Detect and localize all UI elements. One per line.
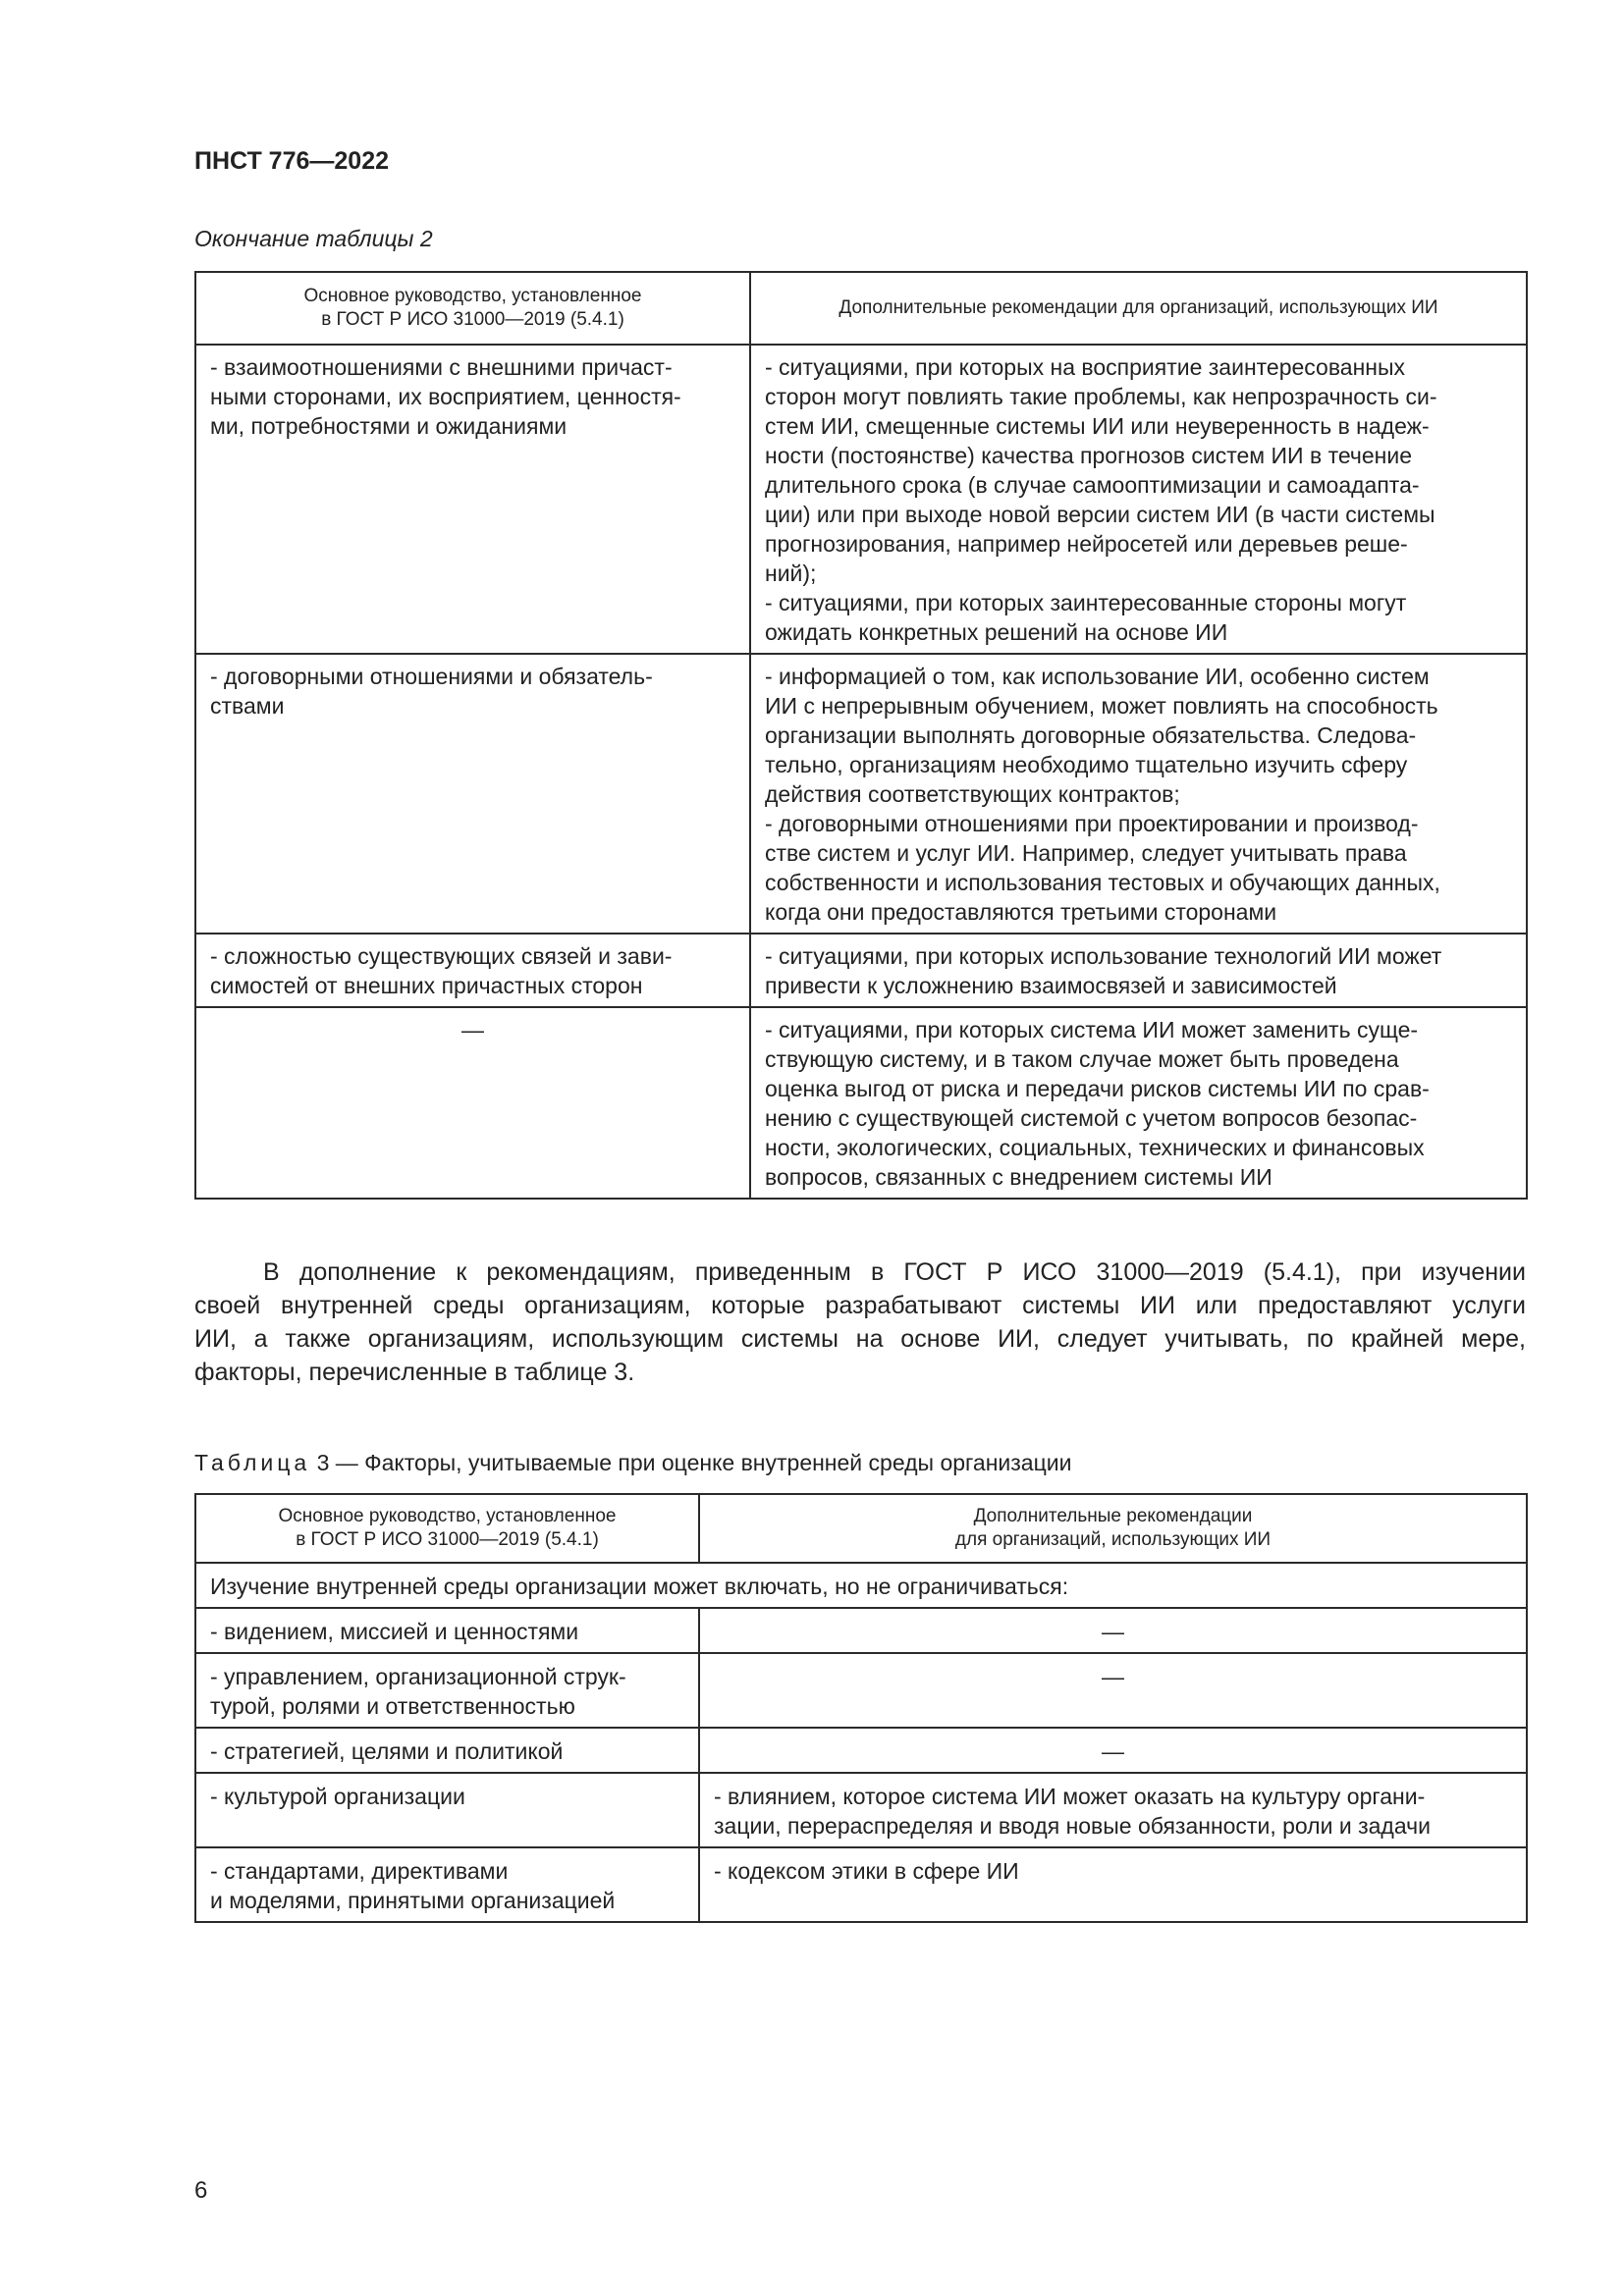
cell-dash: — — [461, 1017, 484, 1042]
table3-row2-right — [699, 1653, 1527, 1728]
cell-line: турой, ролями и ответственностью — [210, 1693, 575, 1719]
cell-line: симостей от внешних причастных сторон — [210, 973, 643, 998]
table-row — [195, 654, 1527, 934]
cell-line: ции) или при выходе новой версии систем ИИ (в части системы — [765, 502, 1435, 527]
table-row — [195, 1847, 1527, 1922]
cell-line: сторон могут повлиять такие проблемы, как непрозрачность си- — [765, 384, 1437, 409]
table3-row1-left — [195, 1608, 699, 1653]
cell-line: оценка выгод от риска и передачи рисков системы ИИ по срав- — [765, 1076, 1430, 1101]
table-header-row — [195, 1494, 1527, 1563]
cell-dash: — — [1102, 1664, 1124, 1689]
header-line: для организаций, использующих ИИ — [954, 1529, 1272, 1550]
cell-line: прогнозирования, например нейросетей или деревьев реше- — [765, 531, 1408, 557]
header-line: Дополнительные рекомендации для организаций, использующих ИИ — [839, 297, 1438, 318]
cell-line: ности (постоянстве) качества прогнозов систем ИИ в течение — [765, 443, 1412, 468]
table-row — [195, 1773, 1527, 1847]
table2-header-col1 — [195, 272, 750, 345]
table2-header-col2 — [750, 272, 1527, 345]
paragraph-line: ИИ, а также организациям, использующим системы на основе ИИ, следует учитывать, по крайней мере, — [194, 1325, 1526, 1353]
header-line: Дополнительные рекомендации — [973, 1506, 1253, 1526]
header-line: в ГОСТ Р ИСО 31000—2019 (5.4.1) — [296, 1529, 599, 1550]
table2-caption: Окончание таблицы 2 — [194, 226, 433, 251]
body-paragraph — [194, 1255, 1526, 1389]
table2-row2-left — [195, 654, 750, 934]
cell-line: - видением, миссией и ценностями — [210, 1619, 579, 1644]
cell-line: ствами — [210, 693, 285, 719]
cell-line: - сложностью существующих связей и зави- — [210, 943, 673, 969]
cell-line: ИИ с непрерывным обучением, может повлиять на способность — [765, 693, 1438, 719]
table-span-row — [195, 1563, 1527, 1608]
cell-line: - взаимоотношениями с внешними причаст- — [210, 354, 673, 380]
cell-line: стве систем и услуг ИИ. Например, следует учитывать права — [765, 840, 1407, 866]
cell-line: - стандартами, директивами — [210, 1858, 509, 1884]
cell-line: ний); — [765, 561, 817, 586]
table2-row1-right — [750, 345, 1527, 654]
cell-line: зации, перераспределяя и вводя новые обязанности, роли и задачи — [714, 1813, 1431, 1839]
table-row — [195, 1653, 1527, 1728]
cell-line: - договорными отношениями и обязатель- — [210, 664, 653, 689]
table3-span-cell: Изучение внутренней среды организации может включать, но не ограничиваться: — [195, 1563, 1527, 1608]
header-line: Основное руководство, установленное — [278, 1506, 617, 1526]
cell-line: нению с существующей системой с учетом вопросов безопас- — [765, 1105, 1418, 1131]
table3-row5-left — [195, 1847, 699, 1922]
table3-header-col1 — [195, 1494, 699, 1563]
cell-line: - ситуациями, при которых на восприятие заинтересованных — [765, 354, 1406, 380]
cell-line: - управлением, организационной струк- — [210, 1664, 626, 1689]
cell-dash: — — [1102, 1738, 1124, 1764]
table2-row4-left — [195, 1007, 750, 1199]
table-row — [195, 345, 1527, 654]
table3-row2-left — [195, 1653, 699, 1728]
cell-line: собственности и использования тестовых и обучающих данных, — [765, 870, 1440, 895]
cell-line: организации выполнять договорные обязательства. Следова- — [765, 722, 1417, 748]
header-line: в ГОСТ Р ИСО 31000—2019 (5.4.1) — [321, 309, 624, 330]
table3-row3-left — [195, 1728, 699, 1773]
table-row — [195, 1608, 1527, 1653]
table-header-row — [195, 272, 1527, 345]
table-row — [195, 1007, 1527, 1199]
table3-row5-right — [699, 1847, 1527, 1922]
table2-row1-left — [195, 345, 750, 654]
table3-row3-right — [699, 1728, 1527, 1773]
header-line: Основное руководство, установленное — [303, 286, 642, 306]
table3-row4-right — [699, 1773, 1527, 1847]
table-row — [195, 1728, 1527, 1773]
table3-caption — [194, 1450, 1071, 1476]
cell-line: ствующую систему, и в таком случае может быть проведена — [765, 1046, 1399, 1072]
document-id: ПНСТ 776—2022 — [194, 147, 389, 175]
cell-line: ми, потребностями и ожиданиями — [210, 413, 568, 439]
table2-row3-left — [195, 934, 750, 1007]
table3-header-col2 — [699, 1494, 1527, 1563]
table2-row4-right — [750, 1007, 1527, 1199]
cell-line: привести к усложнению взаимосвязей и зависимостей — [765, 973, 1337, 998]
cell-line: - культурой организации — [210, 1784, 465, 1809]
paragraph-line: своей внутренней среды организациям, которые разрабатывают системы ИИ или предоставляют услуги — [194, 1292, 1526, 1319]
table2-row3-right — [750, 934, 1527, 1007]
cell-dash: — — [1102, 1619, 1124, 1644]
cell-line: - информацией о том, как использование ИИ, особенно систем — [765, 664, 1430, 689]
cell-line: - влиянием, которое система ИИ может оказать на культуру органи- — [714, 1784, 1426, 1809]
cell-line: - ситуациями, при которых система ИИ может заменить суще- — [765, 1017, 1419, 1042]
cell-line: - кодексом этики в сфере ИИ — [714, 1858, 1019, 1884]
paragraph-line: В дополнение к рекомендациям, приведенным в ГОСТ Р ИСО 31000—2019 (5.4.1), при изучении — [263, 1258, 1526, 1286]
table-3 — [194, 1493, 1528, 1923]
cell-line: стем ИИ, смещенные системы ИИ или неуверенность в надеж- — [765, 413, 1430, 439]
paragraph-line: факторы, перечисленные в таблице 3. — [194, 1359, 635, 1386]
cell-line: длительного срока (в случае самооптимизации и самоадапта- — [765, 472, 1420, 498]
cell-line: ности, экологических, социальных, технических и финансовых — [765, 1135, 1425, 1160]
cell-line: - ситуациями, при которых использование технологий ИИ может — [765, 943, 1442, 969]
table3-caption-label: Таблица — [194, 1450, 311, 1475]
table2-row2-right — [750, 654, 1527, 934]
table3-caption-text: 3 — Факторы, учитываемые при оценке внутренней среды организации — [310, 1450, 1072, 1475]
cell-line: - стратегией, целями и политикой — [210, 1738, 564, 1764]
page-number: 6 — [194, 2177, 208, 2204]
table-2 — [194, 271, 1528, 1200]
cell-line: ожидать конкретных решений на основе ИИ — [765, 619, 1228, 645]
cell-line: - договорными отношениями при проектировании и производ- — [765, 811, 1419, 836]
table3-row4-left — [195, 1773, 699, 1847]
cell-line: тельно, организациям необходимо тщательно изучить сферу — [765, 752, 1408, 777]
cell-line: когда они предоставляются третьими сторонами — [765, 899, 1277, 925]
table3-row1-right — [699, 1608, 1527, 1653]
cell-line: ными сторонами, их восприятием, ценностя- — [210, 384, 681, 409]
cell-line: - ситуациями, при которых заинтересованные стороны могут — [765, 590, 1407, 615]
table-row — [195, 934, 1527, 1007]
cell-line: вопросов, связанных с внедрением системы ИИ — [765, 1164, 1272, 1190]
cell-line: действия соответствующих контрактов; — [765, 781, 1180, 807]
cell-line: и моделями, принятыми организацией — [210, 1888, 616, 1913]
